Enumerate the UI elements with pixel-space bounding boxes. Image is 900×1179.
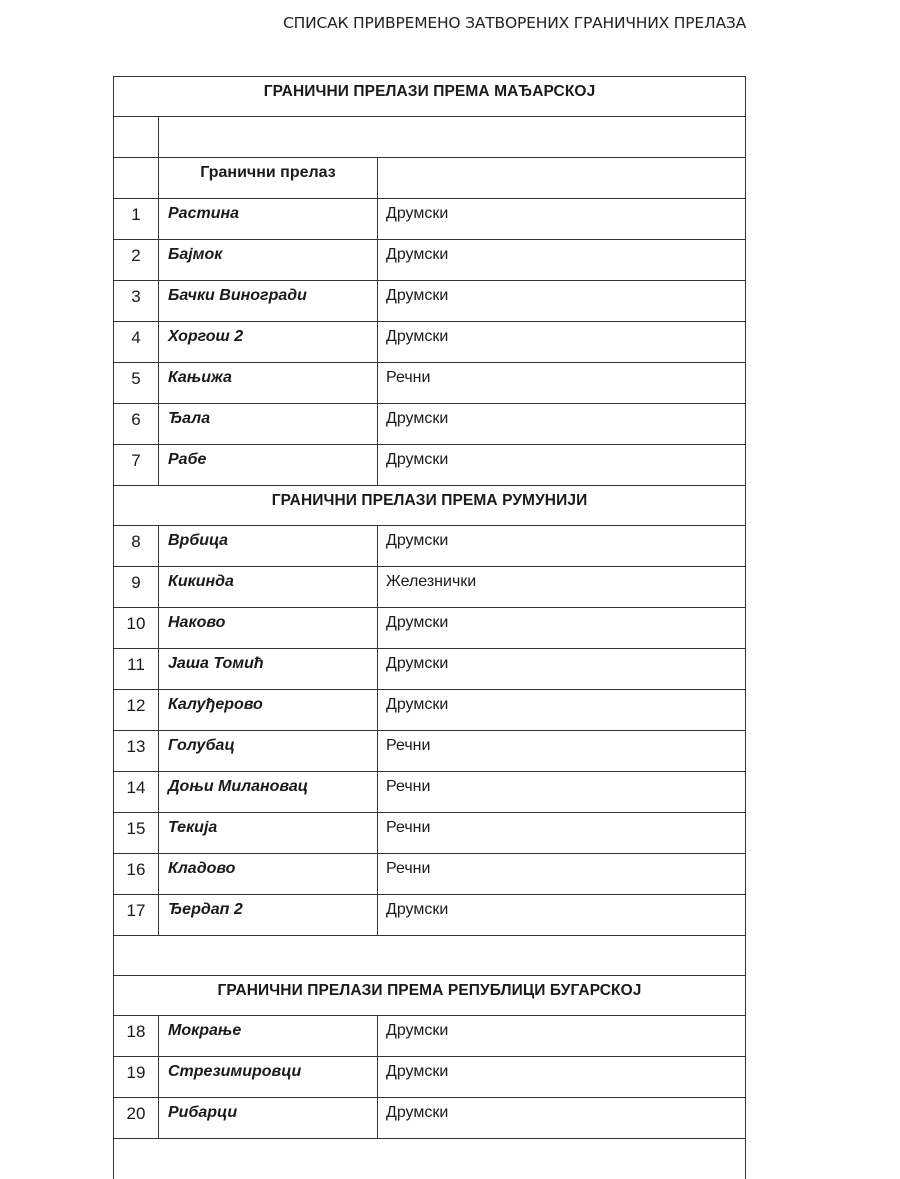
table-row	[113, 321, 746, 362]
row-number: 16	[114, 854, 159, 894]
section-heading-hungary: ГРАНИЧНИ ПРЕЛАЗИ ПРЕМА МАЂАРСКОЈ	[113, 76, 746, 116]
crossing-name: Стрезимировци	[159, 1057, 378, 1097]
crossing-type: Речни	[386, 369, 431, 386]
crossing-type: Речни	[386, 778, 431, 795]
row-number: 6	[114, 404, 159, 444]
blank-cell	[159, 117, 745, 157]
crossing-name: Ђердап 2	[159, 895, 378, 935]
table-row	[113, 853, 746, 894]
crossing-type: Друмски	[386, 614, 449, 631]
section-heading-bulgaria: ГРАНИЧНИ ПРЕЛАЗИ ПРЕМА РЕПУБЛИЦИ БУГАРСКОЈ	[113, 975, 746, 1015]
table-row	[113, 525, 746, 566]
row-number: 19	[114, 1057, 159, 1097]
crossing-name: Хоргош 2	[159, 322, 378, 362]
crossing-name: Кикинда	[159, 567, 378, 607]
table-row	[113, 812, 746, 853]
table-row	[113, 198, 746, 239]
border-crossings-table	[113, 76, 746, 1179]
table-row	[113, 689, 746, 730]
row-number: 4	[114, 322, 159, 362]
crossing-type: Друмски	[386, 246, 449, 263]
row-number: 9	[114, 567, 159, 607]
crossing-type: Речни	[386, 737, 431, 754]
column-header-row	[113, 157, 746, 198]
section-rows-hungary	[113, 198, 746, 485]
table-row	[113, 444, 746, 485]
table-row	[113, 566, 746, 607]
crossing-type: Друмски	[386, 410, 449, 427]
row-number: 8	[114, 526, 159, 566]
header-type-cell	[378, 158, 745, 198]
crossing-name: Растина	[159, 199, 378, 239]
section-rows-romania	[113, 525, 746, 935]
row-number: 18	[114, 1016, 159, 1056]
column-header-crossing: Гранични прелаз	[159, 158, 378, 198]
trailing-row	[113, 1138, 746, 1179]
crossing-type: Друмски	[386, 901, 449, 918]
crossing-name: Рабе	[159, 445, 378, 485]
table-row	[113, 730, 746, 771]
crossing-name: Врбица	[159, 526, 378, 566]
section-rows-bulgaria	[113, 1015, 746, 1138]
crossing-type: Друмски	[386, 1104, 449, 1121]
crossing-name: Јаша Томић	[159, 649, 378, 689]
crossing-type: Друмски	[386, 205, 449, 222]
table-row	[113, 894, 746, 935]
table-row	[113, 607, 746, 648]
crossing-name: Доњи Милановац	[159, 772, 378, 812]
crossing-name: Наково	[159, 608, 378, 648]
table-row	[113, 771, 746, 812]
section-heading-romania: ГРАНИЧНИ ПРЕЛАЗИ ПРЕМА РУМУНИЈИ	[113, 485, 746, 525]
blank-row	[113, 935, 746, 975]
row-number: 17	[114, 895, 159, 935]
row-number: 1	[114, 199, 159, 239]
crossing-type: Друмски	[386, 328, 449, 345]
crossing-type: Друмски	[386, 696, 449, 713]
crossing-type: Друмски	[386, 287, 449, 304]
table-row	[113, 362, 746, 403]
crossing-type: Друмски	[386, 655, 449, 672]
crossing-name: Калуђерово	[159, 690, 378, 730]
crossing-name: Кањижа	[159, 363, 378, 403]
crossing-type: Друмски	[386, 1022, 449, 1039]
table-row	[113, 1056, 746, 1097]
crossing-name: Бачки Виногради	[159, 281, 378, 321]
row-number: 20	[114, 1098, 159, 1138]
crossing-name: Мокрање	[159, 1016, 378, 1056]
row-number: 13	[114, 731, 159, 771]
crossing-type: Друмски	[386, 1063, 449, 1080]
table-row	[113, 1015, 746, 1056]
row-number: 3	[114, 281, 159, 321]
row-number: 15	[114, 813, 159, 853]
crossing-type: Речни	[386, 860, 431, 877]
crossing-name: Рибарци	[159, 1098, 378, 1138]
crossing-type: Друмски	[386, 451, 449, 468]
crossing-name: Бајмок	[159, 240, 378, 280]
crossing-name: Ђала	[159, 404, 378, 444]
crossing-name: Голубац	[159, 731, 378, 771]
crossing-type: Железнички	[386, 573, 477, 590]
table-row	[113, 280, 746, 321]
row-number: 12	[114, 690, 159, 730]
crossing-type: Друмски	[386, 532, 449, 549]
row-number: 11	[114, 649, 159, 689]
header-num-cell	[114, 158, 159, 198]
row-number: 7	[114, 445, 159, 485]
row-number: 14	[114, 772, 159, 812]
crossing-type: Речни	[386, 819, 431, 836]
table-row	[113, 239, 746, 280]
table-row	[113, 1097, 746, 1138]
row-number: 5	[114, 363, 159, 403]
table-row	[113, 648, 746, 689]
blank-cell	[114, 117, 159, 157]
row-number: 10	[114, 608, 159, 648]
crossing-name: Текија	[159, 813, 378, 853]
row-number: 2	[114, 240, 159, 280]
table-row	[113, 403, 746, 444]
document-title: СПИСАК ПРИВРЕМЕНО ЗАТВОРЕНИХ ГРАНИЧНИХ ПРЕЛАЗА	[283, 14, 746, 32]
blank-row	[113, 116, 746, 157]
crossing-name: Кладово	[159, 854, 378, 894]
